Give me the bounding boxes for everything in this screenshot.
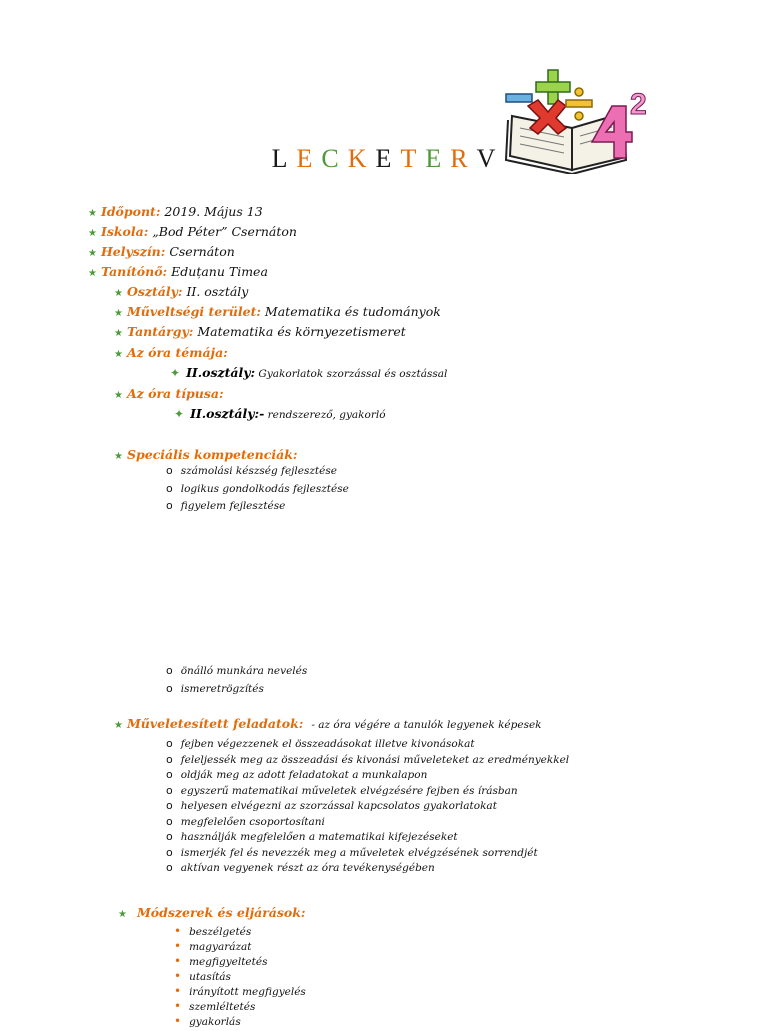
- title-letter: T: [400, 144, 426, 173]
- list-item: [166, 752, 569, 769]
- list-item: [166, 463, 337, 480]
- info-row: [114, 284, 248, 302]
- list-item: [166, 663, 307, 680]
- list-item-text: egyszerű matematikai műveletek elvégzésére fejben és írásban: [180, 784, 518, 797]
- list-item-text: feleljessék meg az összeadási és kivonási műveleteket az eredményekkel: [180, 753, 570, 766]
- field-label: Időpont:: [100, 204, 161, 219]
- circle-bullet-icon: o: [166, 783, 173, 797]
- tipus-row: [114, 386, 224, 404]
- info-row: [114, 304, 441, 322]
- info-row: [114, 345, 228, 363]
- field-label: Az óra témája:: [126, 345, 228, 360]
- dot-bullet-icon: •: [174, 969, 182, 983]
- field-label: Iskola:: [100, 224, 149, 239]
- list-item: [166, 798, 497, 815]
- star-bullet-icon: ★: [114, 349, 123, 360]
- tipus-text: rendszerező, gyakorló: [264, 409, 386, 421]
- list-item: [166, 498, 285, 515]
- dot-bullet-icon: •: [174, 999, 182, 1013]
- tipus-value-row: [174, 406, 386, 424]
- field-label: Helyszín:: [100, 244, 166, 259]
- list-item-text: fejben végezzenek el összeadásokat illetve kivonásokat: [180, 738, 475, 750]
- list-item-text: figyelem fejlesztése: [180, 500, 286, 512]
- star-bullet-icon: ★: [88, 228, 97, 239]
- list-item-text: megfigyeltetés: [189, 956, 268, 968]
- field-label: Tanítónő:: [100, 264, 168, 279]
- info-row: [88, 204, 263, 222]
- field-label: Módszerek és eljárások:: [136, 905, 306, 920]
- info-row: [88, 244, 235, 262]
- list-item: [166, 814, 325, 831]
- circle-bullet-icon: o: [166, 799, 173, 812]
- circle-bullet-icon: o: [166, 481, 173, 495]
- dot-bullet-icon: •: [174, 954, 182, 968]
- list-item-text: megfelelően csoportosítani: [180, 815, 325, 828]
- circle-bullet-icon: o: [166, 768, 173, 781]
- field-label: Speciális kompetenciák:: [126, 447, 298, 462]
- circle-bullet-icon: o: [166, 845, 173, 859]
- field-label: Az óra típusa:: [126, 386, 224, 401]
- field-value: 2019. Május 13: [160, 204, 263, 219]
- circle-bullet-icon: o: [166, 861, 173, 874]
- circle-bullet-icon: o: [166, 737, 173, 750]
- star-bullet-icon: ★: [114, 308, 123, 319]
- title-letter: E: [375, 144, 401, 173]
- tema-text: Gyakorlatok szorzással és osztással: [255, 368, 448, 380]
- star-bullet-icon: ★: [114, 390, 123, 401]
- title-letter: V: [476, 144, 505, 173]
- list-item-text: aktívan vegyenek részt az óra tevékenységében: [180, 862, 435, 874]
- page-title: [0, 144, 768, 174]
- field-label: Tantárgy:: [126, 324, 194, 339]
- list-item-text: irányított megfigyelés: [189, 986, 306, 998]
- list-item: [166, 736, 475, 753]
- info-row: [114, 324, 406, 342]
- dot-bullet-icon: •: [174, 939, 182, 953]
- class-label: II.osztály:: [186, 365, 256, 380]
- field-label: Műveletesített feladatok:: [126, 716, 304, 731]
- circle-bullet-icon: o: [166, 664, 173, 677]
- list-item-text: magyarázat: [189, 941, 252, 953]
- list-item: [166, 767, 427, 784]
- field-label: Osztály:: [126, 284, 183, 299]
- circle-bullet-icon: o: [166, 814, 173, 828]
- circle-bullet-icon: o: [166, 464, 173, 477]
- sparkle-bullet-icon: ✦: [174, 407, 185, 421]
- info-row: [88, 264, 268, 282]
- modszerek-row: [118, 905, 306, 923]
- star-bullet-icon: ★: [114, 720, 123, 731]
- list-item-text: helyesen elvégezni az szorzással kapcsolatos gyakorlatokat: [180, 800, 497, 812]
- title-letter: E: [425, 144, 451, 173]
- title-letter: E: [296, 144, 322, 173]
- title-letter: L: [271, 144, 297, 173]
- field-value: Eduțanu Timea: [167, 264, 268, 279]
- field-value: Csernáton: [165, 244, 235, 259]
- list-item: [166, 860, 435, 877]
- circle-bullet-icon: o: [166, 682, 173, 695]
- circle-bullet-icon: o: [166, 752, 173, 766]
- list-item-text: ismeretrögzítés: [180, 683, 264, 695]
- circle-bullet-icon: o: [166, 830, 173, 843]
- list-item: [166, 481, 349, 498]
- list-item-text: használják megfelelően a matematikai kifejezéseket: [180, 831, 458, 843]
- svg-text:2: 2: [630, 88, 647, 121]
- dot-bullet-icon: •: [174, 924, 182, 938]
- star-bullet-icon: ★: [118, 909, 127, 920]
- list-item: [166, 681, 264, 698]
- list-item-text: számolási készség fejlesztése: [180, 465, 337, 477]
- dot-bullet-icon: •: [174, 1014, 182, 1028]
- star-bullet-icon: ★: [88, 268, 97, 279]
- title-letter: K: [347, 144, 376, 173]
- list-item-text: logikus gondolkodás fejlesztése: [180, 482, 349, 495]
- class-label: II.osztály:-: [190, 406, 265, 421]
- dot-bullet-icon: •: [174, 984, 182, 998]
- list-item: [166, 829, 458, 846]
- list-item: [166, 783, 518, 800]
- feladatok-intro: - az óra végére a tanulók legyenek képesek: [311, 719, 542, 731]
- list-item-text: szemléltetés: [189, 1001, 256, 1013]
- list-item: [174, 1014, 241, 1031]
- field-label: Műveltségi terület:: [126, 304, 261, 319]
- list-item-text: oldják meg az adott feladatokat a munkalapon: [180, 769, 428, 781]
- field-value: Matematika és környezetismeret: [193, 324, 406, 339]
- star-bullet-icon: ★: [88, 208, 97, 219]
- tema-row: [170, 365, 447, 383]
- info-row: [88, 224, 297, 242]
- list-item-text: beszélgetés: [189, 926, 252, 938]
- star-bullet-icon: ★: [114, 328, 123, 339]
- star-bullet-icon: ★: [114, 288, 123, 299]
- title-letter: R: [450, 144, 477, 173]
- list-item-text: gyakorlás: [189, 1016, 241, 1028]
- list-item-text: utasítás: [189, 971, 231, 983]
- feladatok-row: [114, 716, 542, 734]
- circle-bullet-icon: o: [166, 499, 173, 512]
- field-value: Matematika és tudományok: [260, 304, 441, 319]
- star-bullet-icon: ★: [88, 248, 97, 259]
- list-item-text: ismerjék fel és nevezzék meg a műveletek elvégzésének sorrendjét: [180, 846, 538, 859]
- sparkle-bullet-icon: ✦: [170, 366, 181, 380]
- field-value: „Bod Péter” Csernáton: [148, 224, 297, 239]
- title-letter: C: [321, 144, 348, 173]
- list-item-text: önálló munkára nevelés: [180, 665, 308, 677]
- field-value: II. osztály: [182, 284, 249, 299]
- star-bullet-icon: ★: [114, 451, 123, 462]
- list-item: [166, 845, 538, 862]
